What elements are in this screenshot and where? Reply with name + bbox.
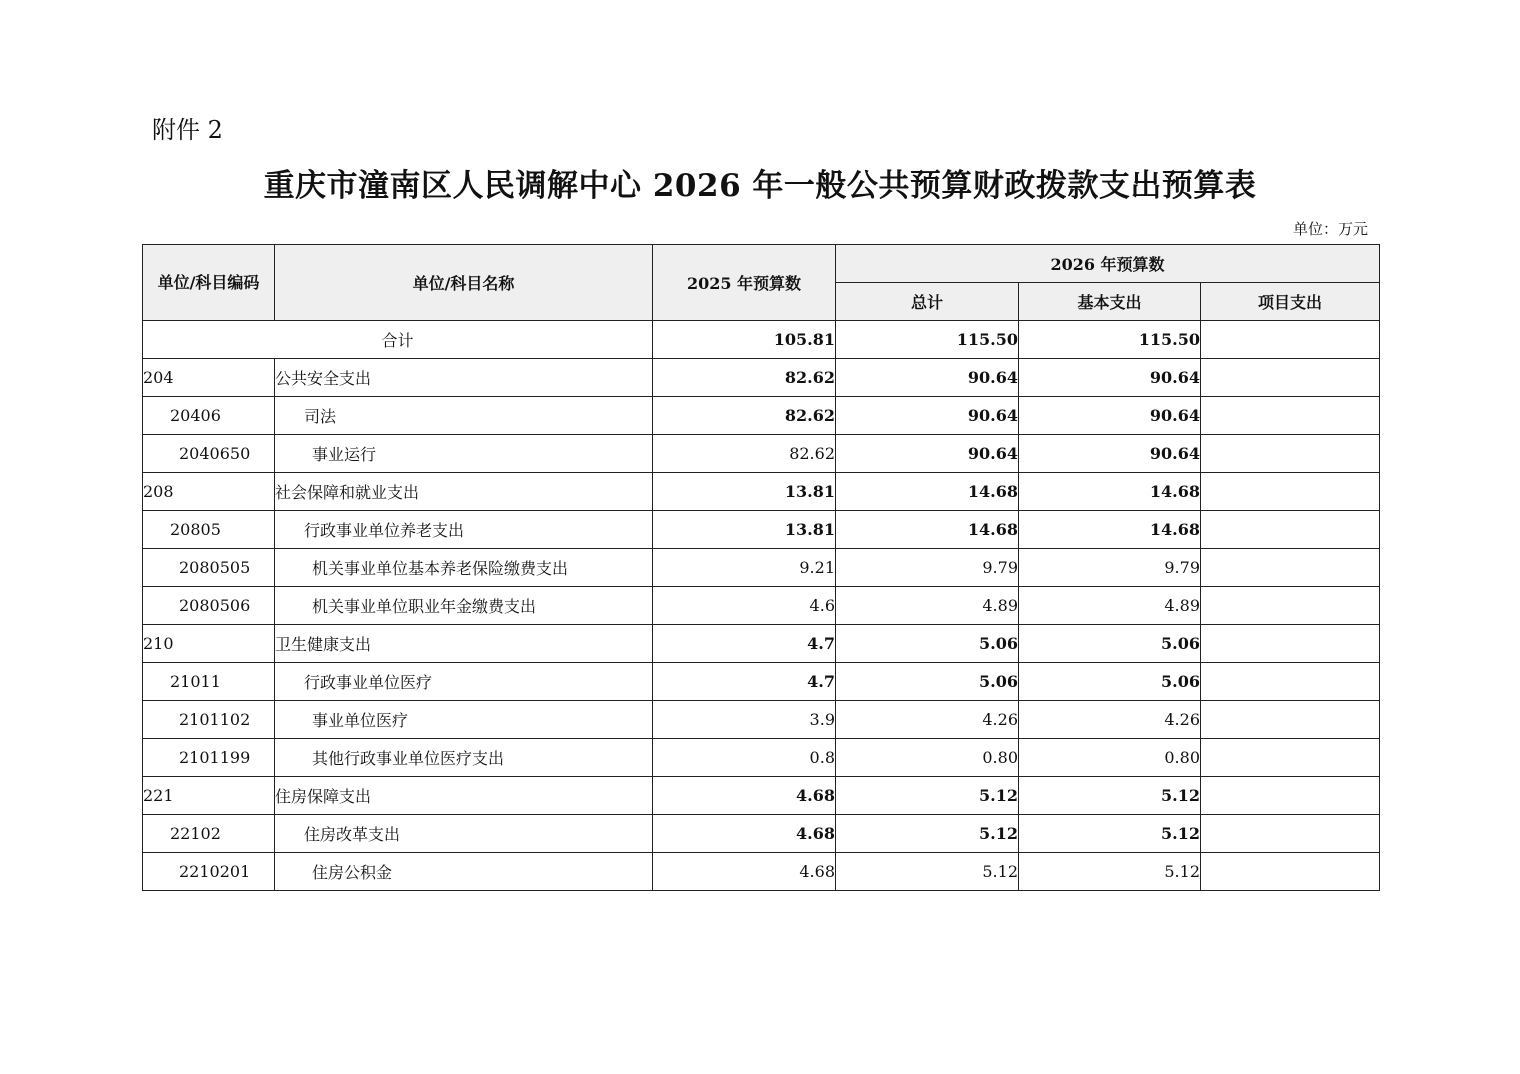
cell-name: 事业单位医疗	[275, 701, 653, 739]
cell-total: 5.12	[836, 777, 1019, 815]
cell-total: 5.12	[836, 815, 1019, 853]
cell-total: 14.68	[836, 473, 1019, 511]
cell-project	[1201, 473, 1380, 511]
cell-budget-2025: 13.81	[653, 473, 836, 511]
cell-basic: 90.64	[1019, 359, 1201, 397]
cell-code: 22102	[143, 815, 275, 853]
cell-budget-2025: 82.62	[653, 397, 836, 435]
header-total: 总计	[836, 283, 1019, 321]
table-row	[143, 473, 1380, 511]
cell-project	[1201, 777, 1380, 815]
unit-label: 单位：万元	[1292, 220, 1368, 238]
cell-budget-2025: 4.7	[653, 625, 836, 663]
table-row	[143, 511, 1380, 549]
cell-code: 2080506	[143, 587, 275, 625]
cell-name: 事业运行	[275, 435, 653, 473]
cell-basic: 14.68	[1019, 511, 1201, 549]
cell-code: 208	[143, 473, 275, 511]
cell-basic: 0.80	[1019, 739, 1201, 777]
table-row	[143, 359, 1380, 397]
cell-code: 2040650	[143, 435, 275, 473]
cell-budget-2025: 4.6	[653, 587, 836, 625]
cell-project	[1201, 853, 1380, 891]
cell-total: 4.89	[836, 587, 1019, 625]
table-row	[143, 587, 1380, 625]
cell-name: 行政事业单位医疗	[275, 663, 653, 701]
page-title: 重庆市潼南区人民调解中心 2026 年一般公共预算财政拨款支出预算表	[263, 168, 1257, 204]
cell-code: 20406	[143, 397, 275, 435]
cell-budget-2025: 0.8	[653, 739, 836, 777]
cell-total: 5.06	[836, 663, 1019, 701]
cell-total: 14.68	[836, 511, 1019, 549]
cell-budget-2025: 82.62	[653, 359, 836, 397]
cell-name: 卫生健康支出	[275, 625, 653, 663]
table-row	[143, 701, 1380, 739]
cell-name: 公共安全支出	[275, 359, 653, 397]
cell-code: 2210201	[143, 853, 275, 891]
cell-project	[1201, 321, 1380, 359]
cell-total: 90.64	[836, 435, 1019, 473]
cell-basic: 5.12	[1019, 777, 1201, 815]
cell-project	[1201, 701, 1380, 739]
cell-basic: 115.50	[1019, 321, 1201, 359]
cell-code: 204	[143, 359, 275, 397]
cell-budget-2025: 4.68	[653, 853, 836, 891]
table-row	[143, 777, 1380, 815]
cell-basic: 5.12	[1019, 815, 1201, 853]
cell-project	[1201, 663, 1380, 701]
cell-project	[1201, 511, 1380, 549]
cell-budget-2025: 105.81	[653, 321, 836, 359]
cell-total: 90.64	[836, 359, 1019, 397]
cell-basic: 5.06	[1019, 625, 1201, 663]
table-row	[143, 663, 1380, 701]
budget-table	[142, 244, 1380, 891]
cell-name: 机关事业单位职业年金缴费支出	[275, 587, 653, 625]
cell-total: 0.80	[836, 739, 1019, 777]
cell-code: 2101199	[143, 739, 275, 777]
cell-budget-2025: 3.9	[653, 701, 836, 739]
cell-name: 其他行政事业单位医疗支出	[275, 739, 653, 777]
cell-name: 住房公积金	[275, 853, 653, 891]
attachment-label: 附件 2	[152, 116, 223, 144]
cell-code: 2080505	[143, 549, 275, 587]
table-row	[143, 397, 1380, 435]
table-row	[143, 549, 1380, 587]
cell-project	[1201, 435, 1380, 473]
cell-basic: 4.89	[1019, 587, 1201, 625]
total-label: 合计	[143, 321, 653, 359]
cell-name: 司法	[275, 397, 653, 435]
cell-name: 住房改革支出	[275, 815, 653, 853]
table-row	[143, 815, 1380, 853]
cell-budget-2025: 9.21	[653, 549, 836, 587]
table-row	[143, 625, 1380, 663]
cell-code: 20805	[143, 511, 275, 549]
cell-budget-2025: 82.62	[653, 435, 836, 473]
cell-code: 2101102	[143, 701, 275, 739]
cell-total: 5.06	[836, 625, 1019, 663]
table-row	[143, 739, 1380, 777]
header-name: 单位/科目名称	[275, 245, 653, 321]
cell-project	[1201, 587, 1380, 625]
cell-project	[1201, 625, 1380, 663]
cell-basic: 90.64	[1019, 435, 1201, 473]
header-basic: 基本支出	[1019, 283, 1201, 321]
cell-total: 5.12	[836, 853, 1019, 891]
cell-name: 社会保障和就业支出	[275, 473, 653, 511]
cell-total: 4.26	[836, 701, 1019, 739]
cell-project	[1201, 397, 1380, 435]
header-budget-2025: 2025 年预算数	[653, 245, 836, 321]
cell-basic: 90.64	[1019, 397, 1201, 435]
cell-budget-2025: 4.68	[653, 815, 836, 853]
cell-total: 90.64	[836, 397, 1019, 435]
cell-basic: 5.06	[1019, 663, 1201, 701]
cell-basic: 9.79	[1019, 549, 1201, 587]
table-header	[143, 245, 1380, 321]
cell-basic: 4.26	[1019, 701, 1201, 739]
cell-name: 住房保障支出	[275, 777, 653, 815]
header-budget-2026: 2026 年预算数	[836, 245, 1380, 283]
cell-budget-2025: 4.7	[653, 663, 836, 701]
cell-name: 行政事业单位养老支出	[275, 511, 653, 549]
cell-project	[1201, 359, 1380, 397]
cell-code: 210	[143, 625, 275, 663]
cell-total: 9.79	[836, 549, 1019, 587]
cell-basic: 14.68	[1019, 473, 1201, 511]
cell-total: 115.50	[836, 321, 1019, 359]
cell-budget-2025: 13.81	[653, 511, 836, 549]
header-code: 单位/科目编码	[143, 245, 275, 321]
total-row	[143, 321, 1380, 359]
table-row	[143, 435, 1380, 473]
cell-project	[1201, 739, 1380, 777]
table-row	[143, 853, 1380, 891]
cell-code: 21011	[143, 663, 275, 701]
cell-budget-2025: 4.68	[653, 777, 836, 815]
header-project: 项目支出	[1201, 283, 1380, 321]
cell-project	[1201, 815, 1380, 853]
table-body	[143, 321, 1380, 891]
cell-code: 221	[143, 777, 275, 815]
cell-name: 机关事业单位基本养老保险缴费支出	[275, 549, 653, 587]
cell-basic: 5.12	[1019, 853, 1201, 891]
cell-project	[1201, 549, 1380, 587]
